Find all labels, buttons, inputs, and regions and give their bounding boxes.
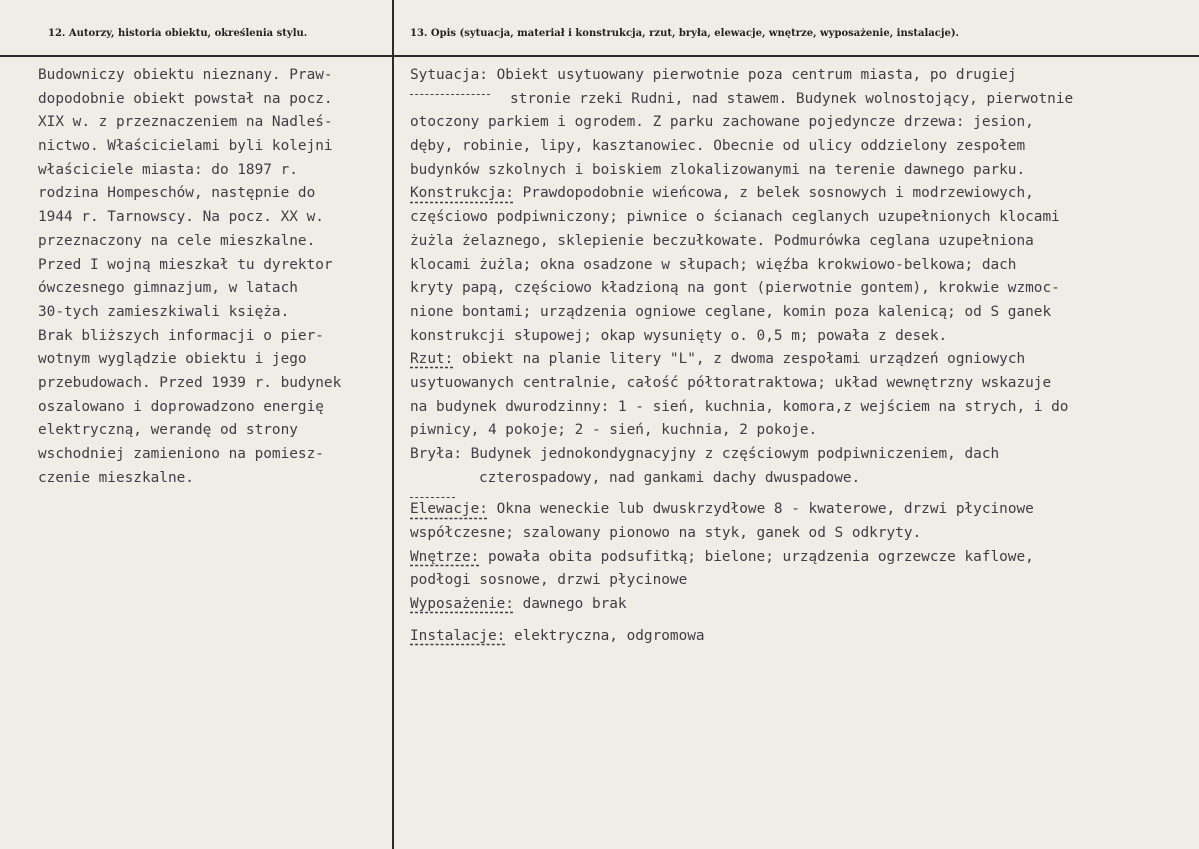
left-column-text (38, 64, 390, 490)
text-line: podłogi sosnowe, drzwi płycinowe (410, 572, 688, 589)
text-line: rodzina Hompeschów, następnie do (38, 185, 316, 202)
rzut-line (410, 348, 1190, 372)
text-fragment: obiekt na planie litery "L", z dwoma zespołami urządzeń ogniowych (453, 351, 1026, 368)
text-line: ówczesnego gimnazjum, w latach (38, 280, 298, 297)
bryla-line (410, 443, 1190, 467)
text-line: 1944 r. Tarnowscy. Na pocz. XX w. (38, 209, 324, 226)
text-line: czenie mieszkalne. (38, 469, 194, 486)
text-fragment: Budynek jednokondygnacyjny z częściowym podpiwniczeniem, dach (461, 446, 1000, 462)
elewacje-label: Elewacje: (410, 501, 488, 518)
text-line: otoczony parkiem i ogrodem. Z parku zachowane pojedyncze drzewa: jesion, (410, 114, 1034, 131)
text-line: budynków szkolnych i boiskiem zlokalizowanymi na terenie dawnego parku. (410, 161, 1026, 178)
text-line: wotnym wyglądzie obiektu i jego (38, 351, 307, 368)
wnetrze-line (410, 546, 1190, 570)
text-line: kryty papą, częściowo kładzioną na gont (pierwotnie gontem), krokwie wzmoc- (410, 280, 1060, 297)
text-line: właściciele miasta: do 1897 r. (38, 161, 298, 178)
text-line: XIX w. z przeznaczeniem na Nadleś- (38, 114, 333, 131)
text-line: nione bontami; urządzenia ogniowe ceglane, komin poza kalenicą; od S ganek (410, 303, 1052, 320)
text-line: nictwo. Właścicielami byli kolejni (38, 138, 333, 155)
elewacje-line (410, 498, 1190, 522)
text-fragment: Okna weneckie lub dwuskrzydłowe 8 - kwaterowe, drzwi płycinowe (487, 501, 1034, 518)
konstrukcja-line (410, 182, 1190, 206)
text-line: Brak bliższych informacji o pier- (38, 327, 324, 344)
wyposazenie-line (410, 593, 1190, 617)
section-12-header: 12. Autorzy, historia obiektu, określenia stylu. (48, 28, 308, 39)
right-column-text (410, 64, 1190, 649)
column-divider (392, 0, 394, 849)
text-line: częściowo podpiwniczony; piwnice o ścianach ceglanych uzupełnionych klocami (410, 209, 1060, 226)
text-line: elektryczną, werandę od strony (38, 422, 298, 439)
spacer (410, 617, 1190, 625)
spacer (410, 490, 1190, 498)
text-line: dopodobnie obiekt powstał na pocz. (38, 90, 333, 107)
text-line: wschodniej zamieniono na pomiesz- (38, 446, 324, 462)
konstrukcja-label: Konstrukcja: (410, 185, 514, 202)
text-fragment: powała obita podsufitką; bielone; urządzenia ogrzewcze kaflowe, (479, 548, 1034, 565)
text-line: przebudowach. Przed 1939 r. budynek (38, 374, 342, 391)
header-divider (0, 55, 1199, 57)
text-line: stronie rzeki Rudni, nad stawem. Budynek wolnostojący, pierwotnie (510, 90, 1074, 107)
text-line: współczesne; szalowany pionowo na styk, ganek od S odkryty. (410, 525, 922, 542)
bryla-label: Bryła: (410, 446, 462, 462)
text-line: 30-tych zamieszkiwali księża. (38, 303, 290, 320)
text-line: oszalowano i doprowadzono energię (38, 398, 324, 415)
text-fragment: elektryczna, odgromowa (505, 627, 705, 644)
text-line: czterospadowy, nad gankami dachy dwuspadowe. (479, 469, 861, 486)
sytuacja-label: Sytuacja: (410, 67, 488, 83)
rzut-label: Rzut: (410, 351, 454, 368)
text-line: konstrukcji słupowej; okap wysunięty o. 0,5 m; powała z desek. (410, 327, 948, 344)
section-13-header: 13. Opis (sytuacja, materiał i konstrukcja, rzut, bryła, elewacje, wnętrze, wyposażenie, instalacje). (410, 28, 960, 39)
text-line: na budynek dwurodzinny: 1 - sień, kuchnia, komora,z wejściem na strych, i do (410, 398, 1069, 415)
sytuacja-line (410, 64, 1190, 88)
text-fragment: dawnego brak (513, 596, 627, 613)
text-line: dęby, robinie, lipy, kasztanowiec. Obecnie od ulicy oddzielony zespołem (410, 138, 1026, 155)
text-line: Przed I wojną mieszkał tu dyrektor (38, 256, 333, 273)
text-fragment: Obiekt usytuowany pierwotnie poza centrum miasta, po drugiej (487, 67, 1017, 83)
text-line: Budowniczy obiektu nieznany. Praw- (38, 67, 333, 83)
text-line: piwnicy, 4 pokoje; 2 - sień, kuchnia, 2 pokoje. (410, 422, 818, 439)
wyposazenie-label: Wyposażenie: (410, 596, 514, 613)
instalacje-line (410, 625, 1190, 649)
text-line: przeznaczony na cele mieszkalne. (38, 232, 316, 249)
text-line: klocami żużla; okna osadzone w słupach; więźba krokwiowo-belkowa; dach (410, 256, 1017, 273)
wnetrze-label: Wnętrze: (410, 548, 480, 565)
instalacje-label: Instalacje: (410, 627, 506, 644)
text-line: usytuowanych centralnie, całość półtoratraktowa; układ wewnętrzny wskazuje (410, 374, 1052, 391)
text-line: żużla żelaznego, sklepienie beczułkowate. Podmurówka ceglana uzupełniona (410, 232, 1034, 249)
text-fragment: Prawdopodobnie wieńcowa, z belek sosnowych i modrzewiowych, (513, 185, 1034, 202)
